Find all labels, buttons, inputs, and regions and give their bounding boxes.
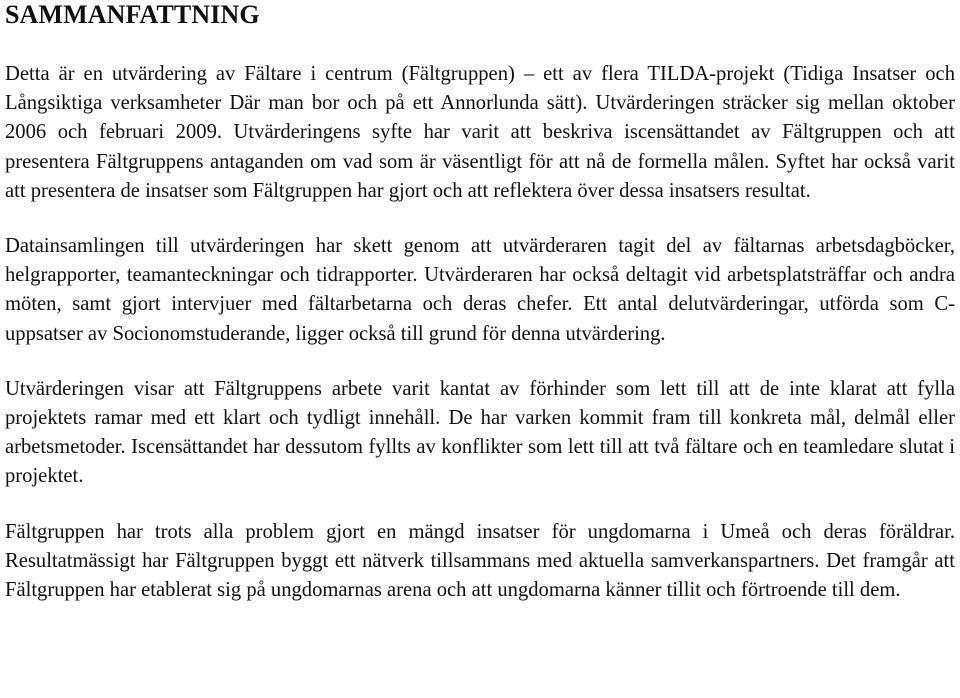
paragraph-findings: Utvärderingen visar att Fältgruppens arbete varit kantat av förhinder som lett till att de inte klarat att fylla projektets ramar med ett klart och tydligt innehåll. De har varken kommit fram till konkreta mål, delmål eller arbetsmetoder. Iscensättandet har dessutom fyllts av konflikter som lett till att två fältare och en teamledare slutat i projektet. (5, 377, 955, 488)
page-title: SAMMANFATTNING (5, 0, 260, 29)
paragraph-results: Fältgruppen har trots alla problem gjort en mängd insatser för ungdomarna i Umeå och deras föräldrar. Resultatmässigt har Fältgruppen byggt ett nätverk tillsammans med aktuella samverkanspartners. Det framgår att Fältgruppen har etablerat sig på ungdomarnas arena och att ungdomarna känner tillit och förtroende till dem. (5, 520, 955, 602)
paragraph-introduction: Detta är en utvärdering av Fältare i centrum (Fältgruppen) – ett av flera TILDA-projekt (Tidiga Insatser och Långsiktiga verksamheter Där man bor och på ett Annorlunda sätt). Utvärderingen sträcker sig mellan oktober 2006 och februari 2009. Utvärderingens syfte har varit att beskriva iscensättandet av Fältgruppen och att presentera Fältgruppens antaganden om vad som är väsentligt för att nå de formella målen. Syftet har också varit att presentera de insatser som Fältgruppen har gjort och att reflektera över dessa insatsers resultat. (5, 63, 955, 202)
paragraph-data-collection: Datainsamlingen till utvärderingen har skett genom att utvärderaren tagit del av fältarnas arbetsdagböcker, helgrapporter, teamanteckningar och tidrapporter. Utvärderaren har också deltagit vid arbetsplatsträffar och andra möten, samt gjort intervjuer med fältarbetarna och deras chefer. Ett antal delutvärderingar, utförda som C-uppsatser av Socionomstuderande, ligger också till grund för denna utvärdering. (5, 235, 955, 345)
